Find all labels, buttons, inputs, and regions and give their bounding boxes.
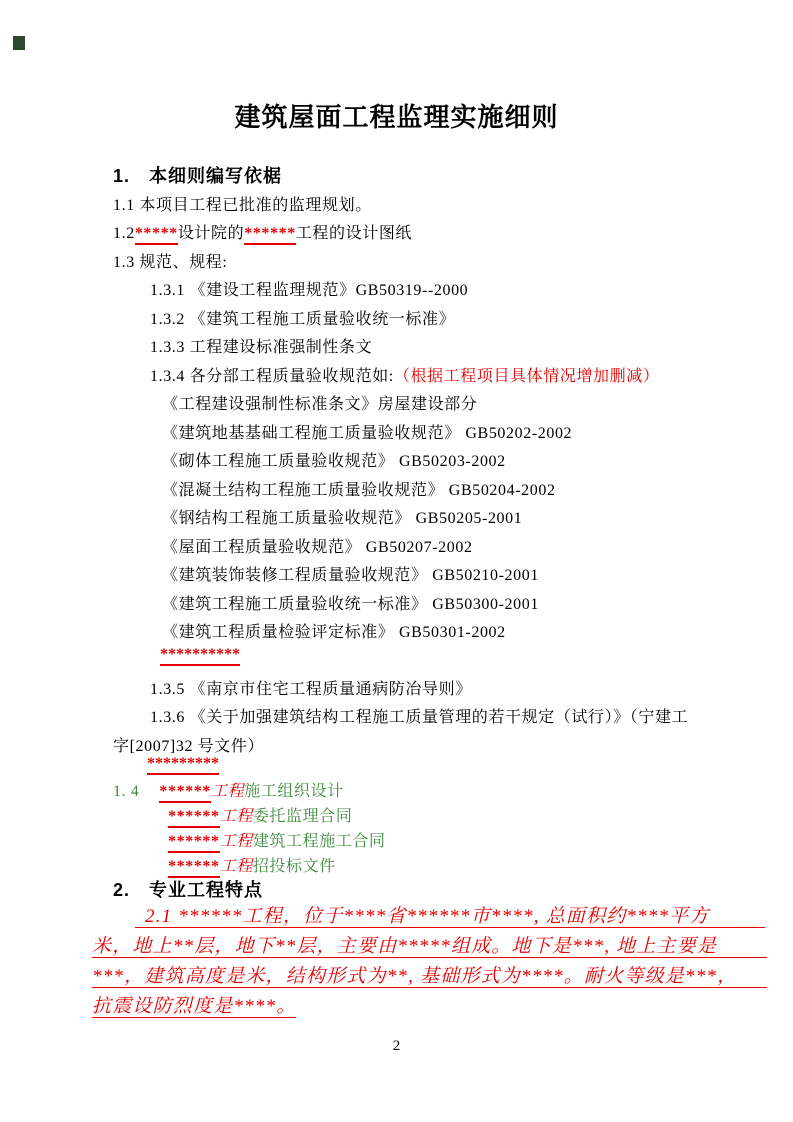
line-1-3-2: 1.3.2 《建筑工程施工质量验收统一标准》 <box>150 311 456 328</box>
project-word: 工程 <box>219 858 253 875</box>
standard-list-item: 《工程建设强制性标准条文》房屋建设部分 <box>162 396 478 413</box>
line-1-4-number: 1. 4 <box>113 783 140 800</box>
line-1-3-4-black: 1.3.4 各分部工程质量验收规范如: <box>150 368 394 385</box>
standard-list-item: 《钢结构工程施工质量验收规范》 GB50205-2001 <box>162 510 523 527</box>
line-1-1: 1.1 本项目工程已批准的监理规划。 <box>113 197 372 214</box>
line-1-4-row <box>168 828 386 853</box>
para-2-1-line: 米，地上**层，地下**层，主要由*****组成。地下是***, 地上主要是 <box>92 931 767 958</box>
line-1-4-row <box>168 803 352 828</box>
line-1-2-number: 1.2 <box>113 225 135 242</box>
line-1-2-tail: 工程的设计图纸 <box>295 225 413 242</box>
para-2-1-last: 抗震设防烈度是****。 <box>92 991 296 1018</box>
project-word: 工程 <box>211 783 245 800</box>
line-1-3-4 <box>150 363 659 386</box>
standard-list-item: 《砌体工程施工质量验收规范》 GB50203-2002 <box>162 453 506 470</box>
redacted-stars: ***** <box>135 226 178 245</box>
project-word: 工程 <box>219 833 253 850</box>
section-1-heading: 1. 本细则编写依椐 <box>113 166 283 186</box>
redacted-stars-line <box>160 646 240 666</box>
standard-list-item: 《屋面工程质量验收规范》 GB50207-2002 <box>162 539 473 556</box>
page-number: 2 <box>392 1038 401 1054</box>
standard-list-item: 《建筑工程质量检验评定标准》 GB50301-2002 <box>162 624 506 641</box>
line-1-4-row <box>113 778 344 803</box>
redacted-stars: ****** <box>168 809 220 828</box>
doc-name: 施工组织设计 <box>244 783 344 800</box>
para-2-1-line <box>92 991 296 1018</box>
redacted-stars: ****** <box>244 226 296 245</box>
redacted-stars: ****** <box>159 784 211 803</box>
standard-list-item: 《建筑地基基础工程施工质量验收规范》 GB50202-2002 <box>162 425 573 442</box>
section-2-heading: 2. 专业工程特点 <box>113 880 264 900</box>
line-1-2 <box>113 220 412 245</box>
doc-name: 委托监理合同 <box>252 808 353 825</box>
redacted-stars: ********* <box>147 756 219 775</box>
line-1-3-3: 1.3.3 工程建设标准强制性条文 <box>150 339 373 356</box>
redacted-stars: ****** <box>168 859 220 878</box>
standard-list-item: 《建筑工程施工质量验收统一标准》 GB50300-2001 <box>162 596 539 613</box>
line-1-4-row <box>168 853 336 878</box>
line-1-3-6-wrap: 字[2007]32 号文件） <box>113 738 265 755</box>
line-1-3-1: 1.3.1 《建设工程监理规范》GB50319--2000 <box>150 282 469 299</box>
line-1-3-5: 1.3.5 《南京市住宅工程质量通病防冶导则》 <box>150 681 472 698</box>
para-2-1-line: ***，建筑高度是米，结构形式为**, 基础形式为****。耐火等级是***， <box>92 961 767 988</box>
doc-name: 建筑工程施工合同 <box>252 833 386 850</box>
redacted-stars: ********** <box>160 647 240 666</box>
line-1-3-4-note: （根据工程项目具体情况增加删减） <box>393 368 660 385</box>
redacted-stars: ****** <box>168 834 220 853</box>
doc-name: 招投标文件 <box>252 858 336 875</box>
line-1-2-mid: 设计院的 <box>177 225 245 242</box>
line-1-3: 1.3 规范、规程: <box>113 254 228 271</box>
redacted-stars-line <box>147 755 219 775</box>
standard-list-item: 《混凝土结构工程施工质量验收规范》 GB50204-2002 <box>162 482 556 499</box>
line-1-3-6: 1.3.6 《关于加强建筑结构工程施工质量管理的若干规定（试行）》（宁建工 <box>150 709 689 726</box>
page-title: 建筑屋面工程监理实施细则 <box>234 102 559 132</box>
para-2-1-line: 2.1 ******工程，位于****省******市****, 总面积约****平方 <box>135 901 765 928</box>
standard-list-item: 《建筑装饰装修工程质量验收规范》 GB50210-2001 <box>162 567 539 584</box>
project-word: 工程 <box>219 808 253 825</box>
corner-mark <box>13 36 25 50</box>
